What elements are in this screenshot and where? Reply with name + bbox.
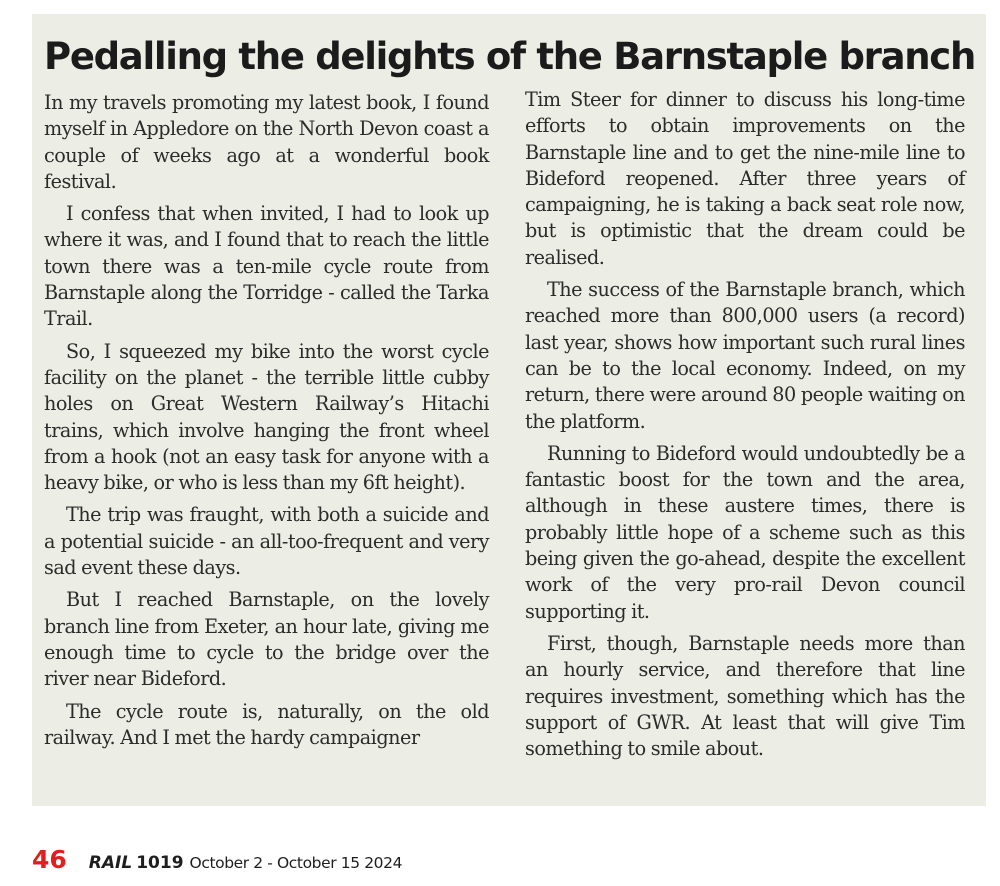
article-column-2 (525, 87, 965, 768)
article-title: Pedalling the delights of the Barnstaple branch (44, 35, 975, 78)
paragraph: First, though, Barnstaple needs more than an hourly service, and therefore that line requires investment, something which has the support of GWR. At least that will give Tim something to smile about. (525, 631, 965, 761)
article-panel (32, 14, 986, 806)
article-column-1 (44, 90, 489, 757)
page-number: 46 (32, 845, 67, 874)
paragraph: The success of the Barnstaple branch, which reached more than 800,000 users (a record) last year, shows how important such rural lines can be to the local economy. Indeed, on my return, there were around 80 people waiting on the platform. (525, 278, 965, 433)
paragraph: In my travels promoting my latest book, I found myself in Appledore on the North Devon coast a couple of weeks ago at a wonderful book festival. (44, 91, 489, 193)
paragraph: I confess that when invited, I had to look up where it was, and I found that to reach the little town there was a ten-mile cycle route from Barnstaple along the Torridge - called the Tarka Trail. (44, 202, 489, 331)
paragraph: But I reached Barnstaple, on the lovely branch line from Exeter, an hour late, giving me enough time to cycle to the bridge over the river near Bideford. (44, 588, 489, 691)
page-footer (32, 845, 402, 874)
issue-number: 1019 (136, 853, 184, 873)
paragraph: So, I squeezed my bike into the worst cycle facility on the planet - the terrible little cubby holes on Great Western Railway’s Hitachi trains, which involve hanging the front wheel from a hook (not an easy task for anyone with a heavy bike, or who is less than my 6ft height). (44, 339, 489, 495)
paragraph: Running to Bideford would undoubtedly be a fantastic boost for the town and the area, although in these austere times, there is probably little hope of a scheme such as this being given the go-ahead, despite the excellent work of the very pro-rail Devon council supporting it. (525, 441, 965, 623)
paragraph: The trip was fraught, with both a suicide and a potential suicide - an all-too-frequent and very sad event these days. (44, 503, 489, 580)
magazine-name: RAIL (88, 853, 133, 873)
paragraph: The cycle route is, naturally, on the old railway. And I met the hardy campaigner (44, 699, 489, 749)
issue-dates: October 2 - October 15 2024 (189, 854, 403, 872)
paragraph: Tim Steer for dinner to discuss his long-time efforts to obtain improvements on the Barnstaple line and to get the nine-mile line to Bideford reopened. After three years of campaigning, he is taking a back seat role now, but is optimistic that the dream could be realised. (525, 88, 965, 269)
